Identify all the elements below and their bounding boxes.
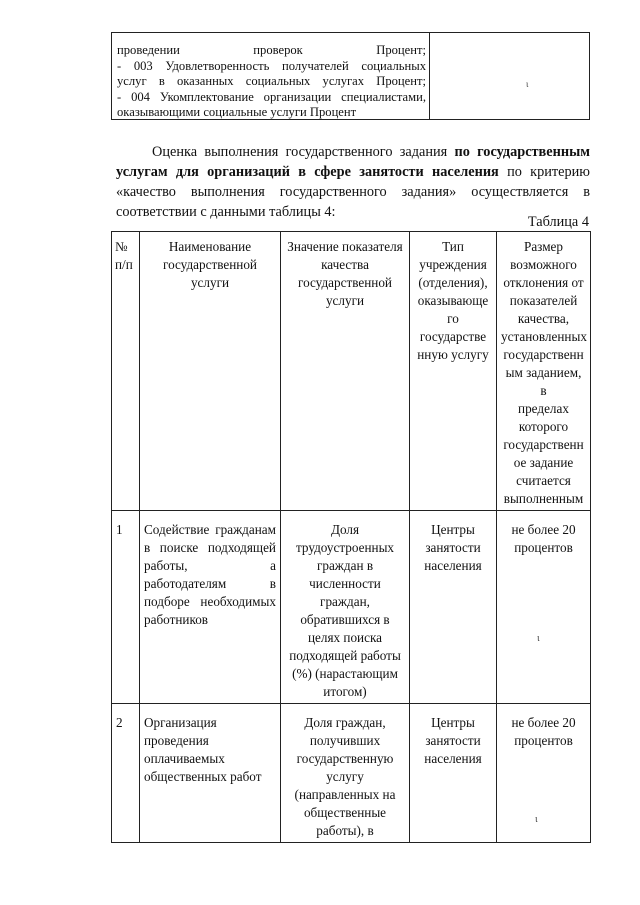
cell-line: процентов (514, 540, 573, 555)
cell-line: государственную (296, 751, 394, 766)
cell-line: Содействие гражданам (144, 522, 276, 537)
cell-line: общественных работ (144, 769, 262, 784)
row-num: 2 (112, 704, 140, 843)
header-line: государстве (419, 329, 487, 344)
table-row (112, 704, 591, 843)
header-line: ым заданием, в (505, 365, 582, 398)
cell-line: граждан в (316, 558, 374, 573)
cell-line: Центры (431, 522, 475, 537)
row-indicator-value (281, 704, 410, 843)
paragraph-line: соответствии с данными таблицы 4: (116, 204, 336, 220)
cell-line: целях поиска (307, 630, 383, 645)
quality-criteria-table (111, 231, 591, 843)
cell-line: Доля (330, 522, 360, 537)
previous-table-line: услуг в оказанных социальных услугах Процент; (117, 74, 426, 89)
row-allowed-deviation (497, 704, 591, 843)
cell-line: работодателям в (144, 576, 276, 591)
cell-line: трудоустроенных (295, 540, 395, 555)
row-service-name (140, 704, 281, 843)
header-line: качества, (517, 311, 570, 326)
cell-line: обратившихся в (300, 612, 390, 627)
scan-speck: ι (535, 814, 538, 825)
scan-speck: ι (526, 79, 529, 89)
table-caption: Таблица 4 (527, 214, 589, 230)
cell-line: работы), в (316, 823, 374, 838)
row-institution-type (410, 511, 497, 704)
header-indicator-value: Значение показателя качества государственной услуги (281, 232, 410, 511)
cell-line: Организация (144, 715, 217, 730)
cell-line: в поиске подходящей (144, 540, 276, 555)
cell-line: услугу (326, 769, 364, 784)
header-line: показателей (509, 293, 578, 308)
paragraph-text: по критерию (507, 164, 590, 180)
header-num: № п/п (112, 232, 140, 511)
header-line: считается (516, 473, 571, 488)
previous-table-line: оказывающими социальные услуги Процент (117, 105, 357, 120)
cell-line: подходящей работы (289, 648, 401, 663)
header-line: возможного (510, 257, 577, 272)
header-line: государственн (503, 437, 584, 452)
cell-line: работников (144, 612, 209, 627)
cell-line: (направленных на (294, 787, 396, 802)
row-institution-type (410, 704, 497, 843)
table-row (112, 511, 591, 704)
row-num: 1 (112, 511, 140, 704)
cell-line: занятости (425, 540, 481, 555)
row-allowed-deviation (497, 511, 591, 704)
cell-line: не более 20 (511, 715, 576, 730)
header-line: ое задание (513, 455, 574, 470)
previous-table-cell (112, 33, 430, 119)
cell-line: подборе необходимых (144, 594, 276, 609)
previous-table-fragment (111, 32, 590, 120)
header-line: (отделения), (418, 275, 488, 290)
header-line: отклонения от (503, 275, 584, 290)
scan-speck: ι (537, 633, 540, 644)
cell-line: Доля граждан, (304, 715, 386, 730)
cell-line: не более 20 (511, 522, 576, 537)
previous-table-empty-cell (430, 33, 589, 119)
previous-table-line: - 004 Укомплектование организации специалистами, (117, 89, 426, 104)
header-line: Размер (523, 239, 563, 254)
cell-line: проведения (144, 733, 209, 748)
paragraph-line (116, 142, 590, 162)
cell-line: численности (309, 576, 381, 591)
header-institution-type (410, 232, 497, 511)
header-line: учреждения (419, 257, 487, 272)
assessment-paragraph (116, 142, 590, 222)
header-line: нную услугу (417, 347, 489, 362)
cell-line: оплачиваемых (144, 751, 225, 766)
paragraph-bold-text: услугам для организаций в сфере занятости населения (116, 164, 499, 180)
cell-line: получивших (309, 733, 381, 748)
cell-line: (%) (нарастающим (292, 666, 398, 681)
header-line: пределах (518, 401, 569, 416)
header-line: выполненным (503, 491, 584, 506)
previous-table-line: - 003 Удовлетворенность получателей социальных (117, 58, 426, 73)
cell-line: работы, а (144, 558, 276, 573)
row-service-name (140, 511, 281, 704)
paragraph-line: «качество выполнения государственного задания» осуществляется в (116, 184, 590, 200)
cell-line: населения (424, 558, 482, 573)
table-header-row (112, 232, 591, 511)
cell-line: занятости (425, 733, 481, 748)
header-line: которого (518, 419, 569, 434)
header-line: оказывающе (417, 293, 489, 308)
header-line: государственн (503, 347, 584, 362)
header-allowed-deviation (497, 232, 591, 511)
paragraph-text: Оценка выполнения государственного задания (152, 144, 448, 160)
paragraph-line (116, 162, 590, 182)
cell-line: процентов (514, 733, 573, 748)
row-indicator-value (281, 511, 410, 704)
cell-line: населения (424, 751, 482, 766)
cell-line: Центры (431, 715, 475, 730)
header-line: установленных (501, 329, 587, 344)
cell-line: общественные (303, 805, 387, 820)
header-line: Тип (442, 239, 464, 254)
header-service-name: Наименование государственной услуги (140, 232, 281, 511)
previous-table-line: проведении проверок Процент; (117, 43, 426, 57)
paragraph-bold-text: по государственным (454, 144, 591, 160)
header-line: го (447, 311, 459, 326)
cell-line: итогом) (323, 684, 367, 699)
cell-line: граждан, (320, 594, 370, 609)
